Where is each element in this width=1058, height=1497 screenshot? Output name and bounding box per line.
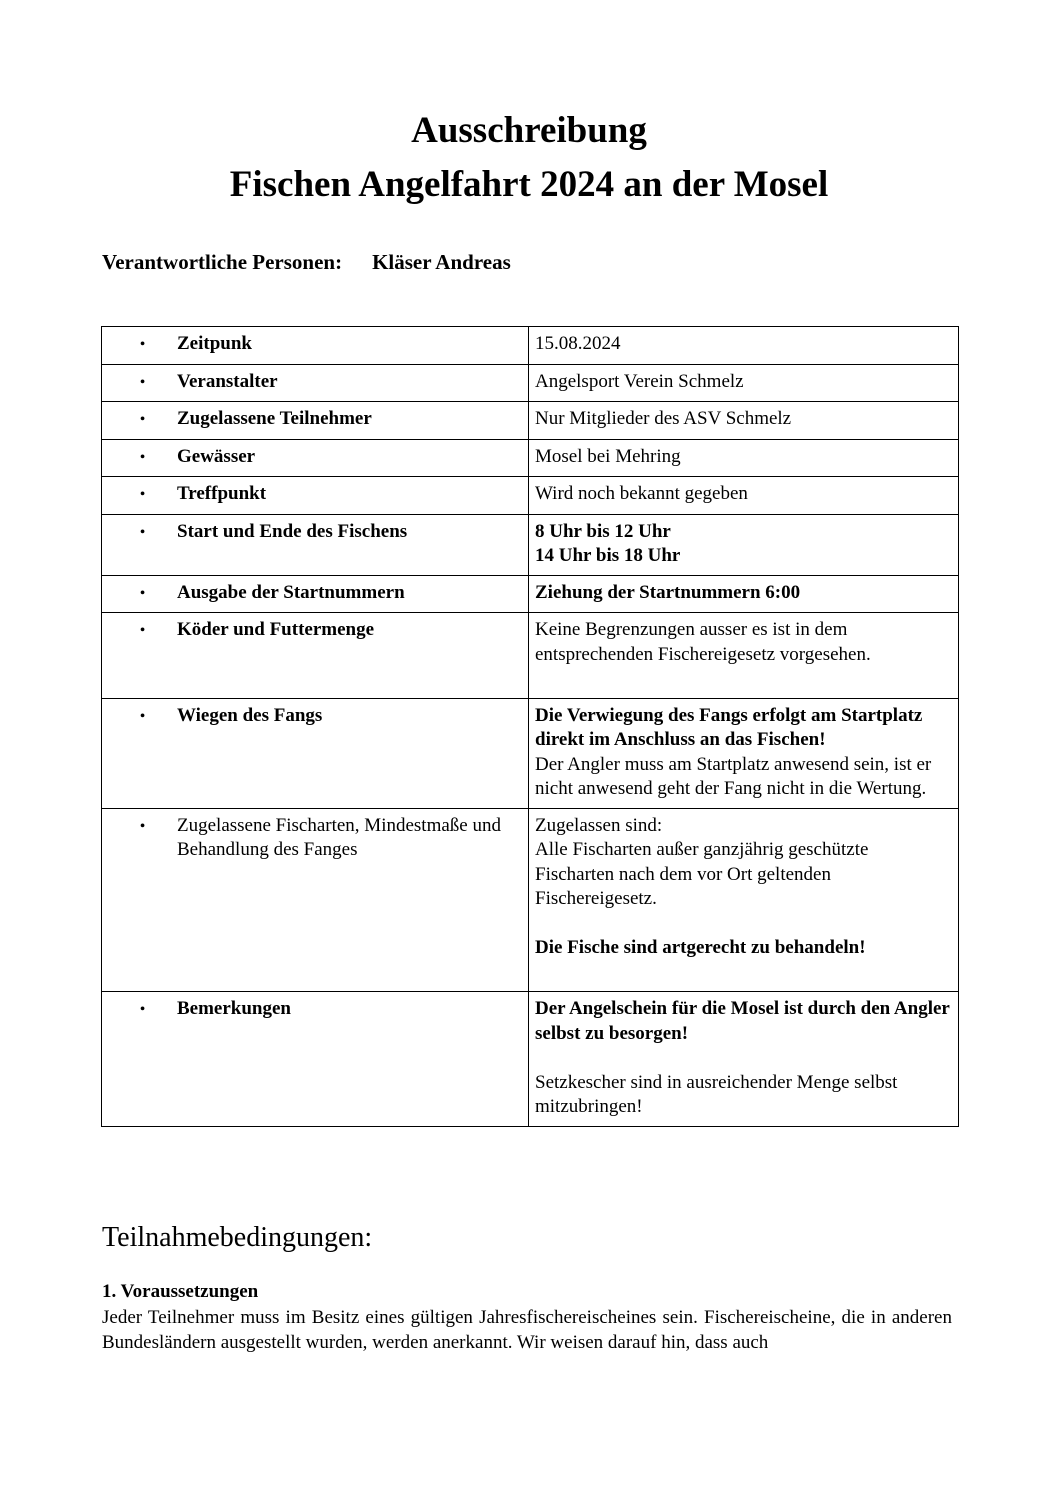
table-row (102, 613, 959, 699)
table-row (102, 514, 959, 575)
table-row (102, 402, 959, 440)
row-value-cell (529, 477, 959, 515)
row-label: Zugelassene Fischarten, Mindestmaße und Behandlung des Fanges (177, 814, 501, 860)
row-value-line: Mosel bei Mehring (535, 445, 681, 467)
row-label: Veranstalter (177, 370, 278, 392)
row-label: Gewässer (177, 445, 256, 467)
bullet-icon (108, 482, 177, 508)
row-value-cell (529, 575, 959, 613)
responsible-label: Verantwortliche Personen: (102, 250, 343, 274)
title-line-2: Fischen Angelfahrt 2024 an der Mosel (229, 164, 829, 205)
row-value-line: Keine Begrenzungen ausser es ist in dem entsprechenden Fischereigesetz vorgesehen. (535, 619, 871, 665)
spacer (535, 1046, 952, 1071)
row-value-line: Wird noch bekannt gegeben (535, 483, 748, 504)
row-value-cell (529, 402, 959, 440)
row-label-cell (102, 992, 529, 1127)
row-label: Wiegen des Fangs (177, 704, 323, 726)
row-value-line: 15.08.2024 (535, 333, 621, 354)
row-value-line: Der Angelschein für die Mosel ist durch den Angler selbst zu besorgen! (535, 998, 950, 1044)
row-value-line: Nur Mitglieder des ASV Schmelz (535, 408, 792, 429)
bullet-icon (108, 407, 177, 433)
row-value-line: Die Verwiegung des Fangs erfolgt am Startplatz direkt im Anschluss an das Fischen! (535, 704, 923, 750)
row-label: Zugelassene Teilnehmer (177, 408, 372, 429)
row-label: Zeitpunk (177, 333, 252, 354)
table-row (102, 698, 959, 808)
bullet-icon (108, 332, 177, 358)
table-row (102, 439, 959, 477)
title-line-1: Ausschreibung (411, 110, 647, 151)
row-value-line: Ziehung der Startnummern 6:00 (535, 581, 801, 603)
row-label-cell (102, 698, 529, 808)
table-row (102, 364, 959, 402)
row-label-cell (102, 364, 529, 402)
row-label: Start und Ende des Fischens (177, 520, 408, 542)
spacer (535, 667, 952, 692)
responsible-name: Kläser Andreas (372, 250, 511, 274)
bullet-icon (108, 814, 177, 863)
bullet-icon (108, 520, 177, 546)
row-label-cell (102, 477, 529, 515)
row-label-cell (102, 402, 529, 440)
bullet-icon (108, 618, 177, 644)
row-value-line: Die Fische sind artgerecht zu behandeln! (535, 937, 866, 958)
bullet-icon (108, 581, 177, 607)
bullet-icon (108, 370, 177, 396)
row-value-line: 14 Uhr bis 18 Uhr (535, 545, 681, 566)
bullet-icon (108, 997, 177, 1023)
row-value-line: Alle Fischarten außer ganzjährig geschützte Fischarten nach dem vor Ort geltenden Fischereigesetz. (535, 839, 869, 909)
row-value-line: Zugelassen sind: (535, 814, 663, 836)
row-value-cell (529, 514, 959, 575)
row-label: Ausgabe der Startnummern (177, 581, 405, 603)
table-row (102, 992, 959, 1127)
section-paragraph: Jeder Teilnehmer muss im Besitz eines gültigen Jahresfischereischeines sein. Fischereischeine, die in anderen Bundesländern ausgestellt wurden, werden anerkannt. Wir weisen darauf hin, dass auch (102, 1307, 952, 1353)
row-label: Bemerkungen (177, 998, 291, 1019)
section-heading: Teilnahmebedingungen: (102, 1222, 373, 1253)
sub-heading: 1. Voraussetzungen (102, 1281, 259, 1302)
table-row (102, 575, 959, 613)
spacer (535, 961, 952, 986)
document-title (0, 104, 1058, 212)
table-row (102, 808, 959, 992)
table-row (102, 327, 959, 365)
row-value-line: 8 Uhr bis 12 Uhr (535, 520, 671, 542)
row-value-cell (529, 327, 959, 365)
row-value-cell (529, 808, 959, 992)
row-label-cell (102, 613, 529, 699)
row-label: Köder und Futtermenge (177, 619, 375, 640)
row-value-cell (529, 613, 959, 699)
row-value-cell (529, 698, 959, 808)
info-table (101, 326, 959, 1127)
spacer (535, 912, 952, 937)
row-label-cell (102, 514, 529, 575)
row-label-cell (102, 575, 529, 613)
row-label-cell (102, 327, 529, 365)
responsible-persons (102, 250, 511, 275)
row-value-line: Setzkescher sind in ausreichender Menge selbst mitzubringen! (535, 1071, 898, 1117)
row-label: Treffpunkt (177, 483, 267, 504)
row-value-line: Angelsport Verein Schmelz (535, 370, 744, 392)
row-value-cell (529, 439, 959, 477)
table-row (102, 477, 959, 515)
row-label-cell (102, 439, 529, 477)
row-label-cell (102, 808, 529, 992)
bullet-icon (108, 445, 177, 471)
row-value-cell (529, 364, 959, 402)
bullet-icon (108, 704, 177, 730)
row-value-line: Der Angler muss am Startplatz anwesend sein, ist er nicht anwesend geht der Fang nicht in die Wertung. (535, 753, 932, 799)
row-value-cell (529, 992, 959, 1127)
